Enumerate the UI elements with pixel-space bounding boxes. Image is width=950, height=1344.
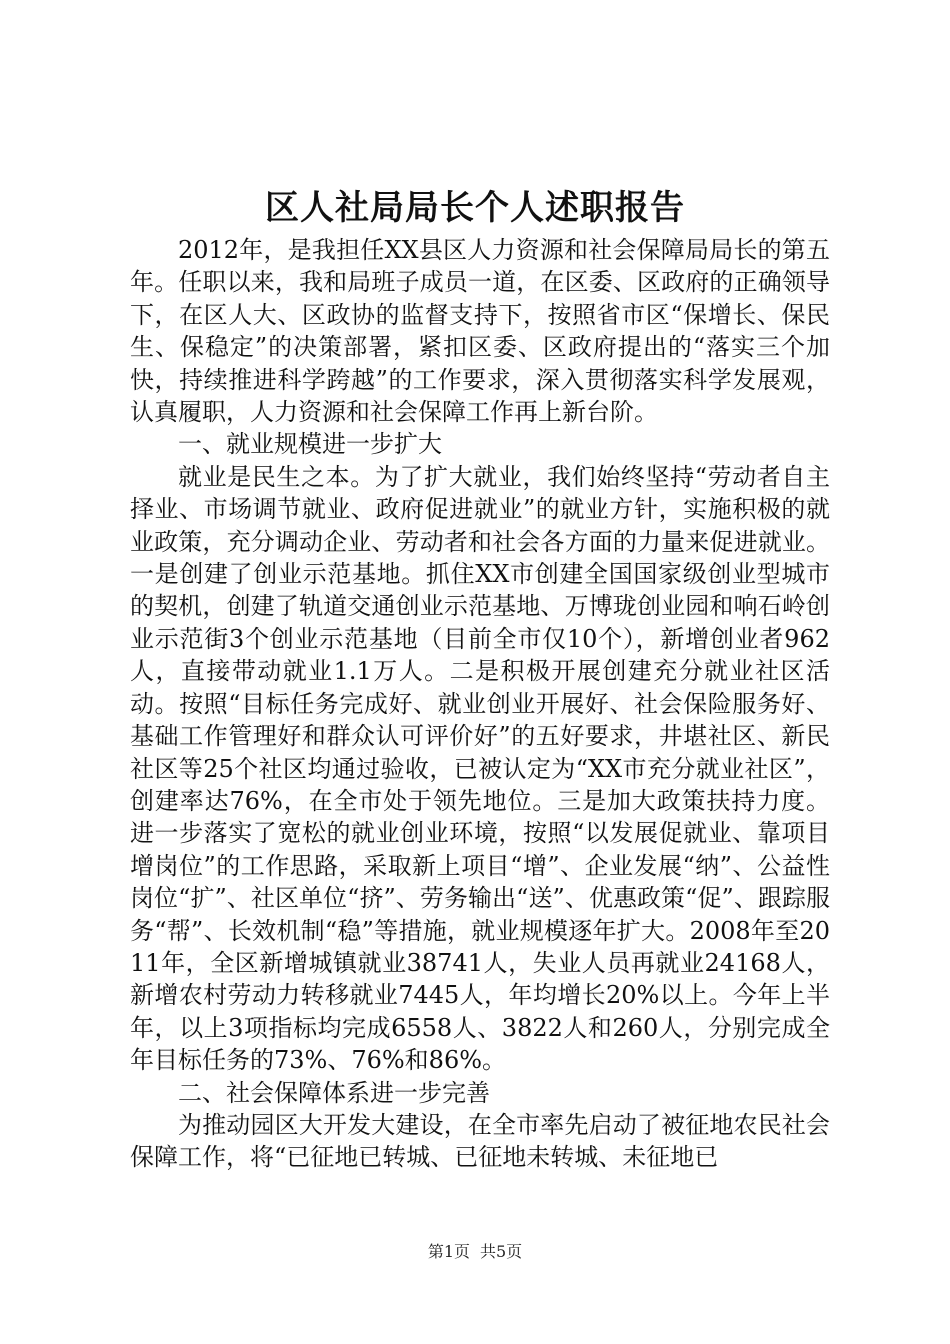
page-footer xyxy=(0,1240,950,1264)
section-heading-social-security: 二、社会保障体系进一步完善 xyxy=(178,1078,490,1107)
page-total: 共5页 xyxy=(480,1242,523,1261)
page-number: 第1页 xyxy=(427,1242,470,1261)
employment-paragraph: 就业是民生之本。为了扩大就业，我们始终坚持“劳动者自主择业、市场调节就业、政府促进就业”的就业方针，实施积极的就业政策，充分调动企业、劳动者和社会各方面的力量来促进就业。一是创建了创业示范基地。抓住XX市创建全国国家级创业型城市的契机，创建了轨道交通创业示范基地、万博珑创业园和响石岭创业示范街3个创业示范基地（目前全市仅10个），新增创业者962人，直接带动就业1.1万人。二是积极开展创建充分就业社区活动。按照“目标任务完成好、就业创业开展好、社会保险服务好、基础工作管理好和群众认可评价好”的五好要求，井堪社区、新民社区等25个社区均通过验收，已被认定为“XX市充分就业社区”，创建率达76%，在全市处于领先地位。三是加大政策扶持力度。进一步落实了宽松的就业创业环境，按照“以发展促就业、靠项目增岗位”的工作思路，采取新上项目“增”、企业发展“纳”、公益性岗位“扩”、社区单位“挤”、劳务输出“送”、优惠政策“促”、跟踪服务“帮”、长效机制“稳”等措施，就业规模逐年扩大。2008年至2011年，全区新增城镇就业38741人，失业人员再就业24168人，新增农村劳动力转移就业7445人，年均增长20%以上。今年上半年，以上3项指标均完成6558人、3822人和260人，分别完成全年目标任务的73%、76%和86%。 xyxy=(130,462,830,1075)
document-title: 区人社局局长个人述职报告 xyxy=(265,188,685,228)
intro-paragraph: 2012年，是我担任XX县区人力资源和社会保障局局长的第五年。任职以来，我和局班子成员一道，在区委、区政府的正确领导下，在区人大、区政协的监督支持下，按照省市区“保增长、保民生、保稳定”的决策部署，紧扣区委、区政府提出的“落实三个加快，持续推进科学跨越”的工作要求，深入贯彻落实科学发展观，认真履职，人力资源和社会保障工作再上新台阶。 xyxy=(130,236,830,427)
section-heading-employment: 一、就业规模进一步扩大 xyxy=(178,430,442,459)
social-security-paragraph: 为推动园区大开发大建设，在全市率先启动了被征地农民社会保障工作，将“已征地已转城、已征地未转城、未征地已 xyxy=(130,1110,830,1172)
document-body xyxy=(130,234,830,1174)
